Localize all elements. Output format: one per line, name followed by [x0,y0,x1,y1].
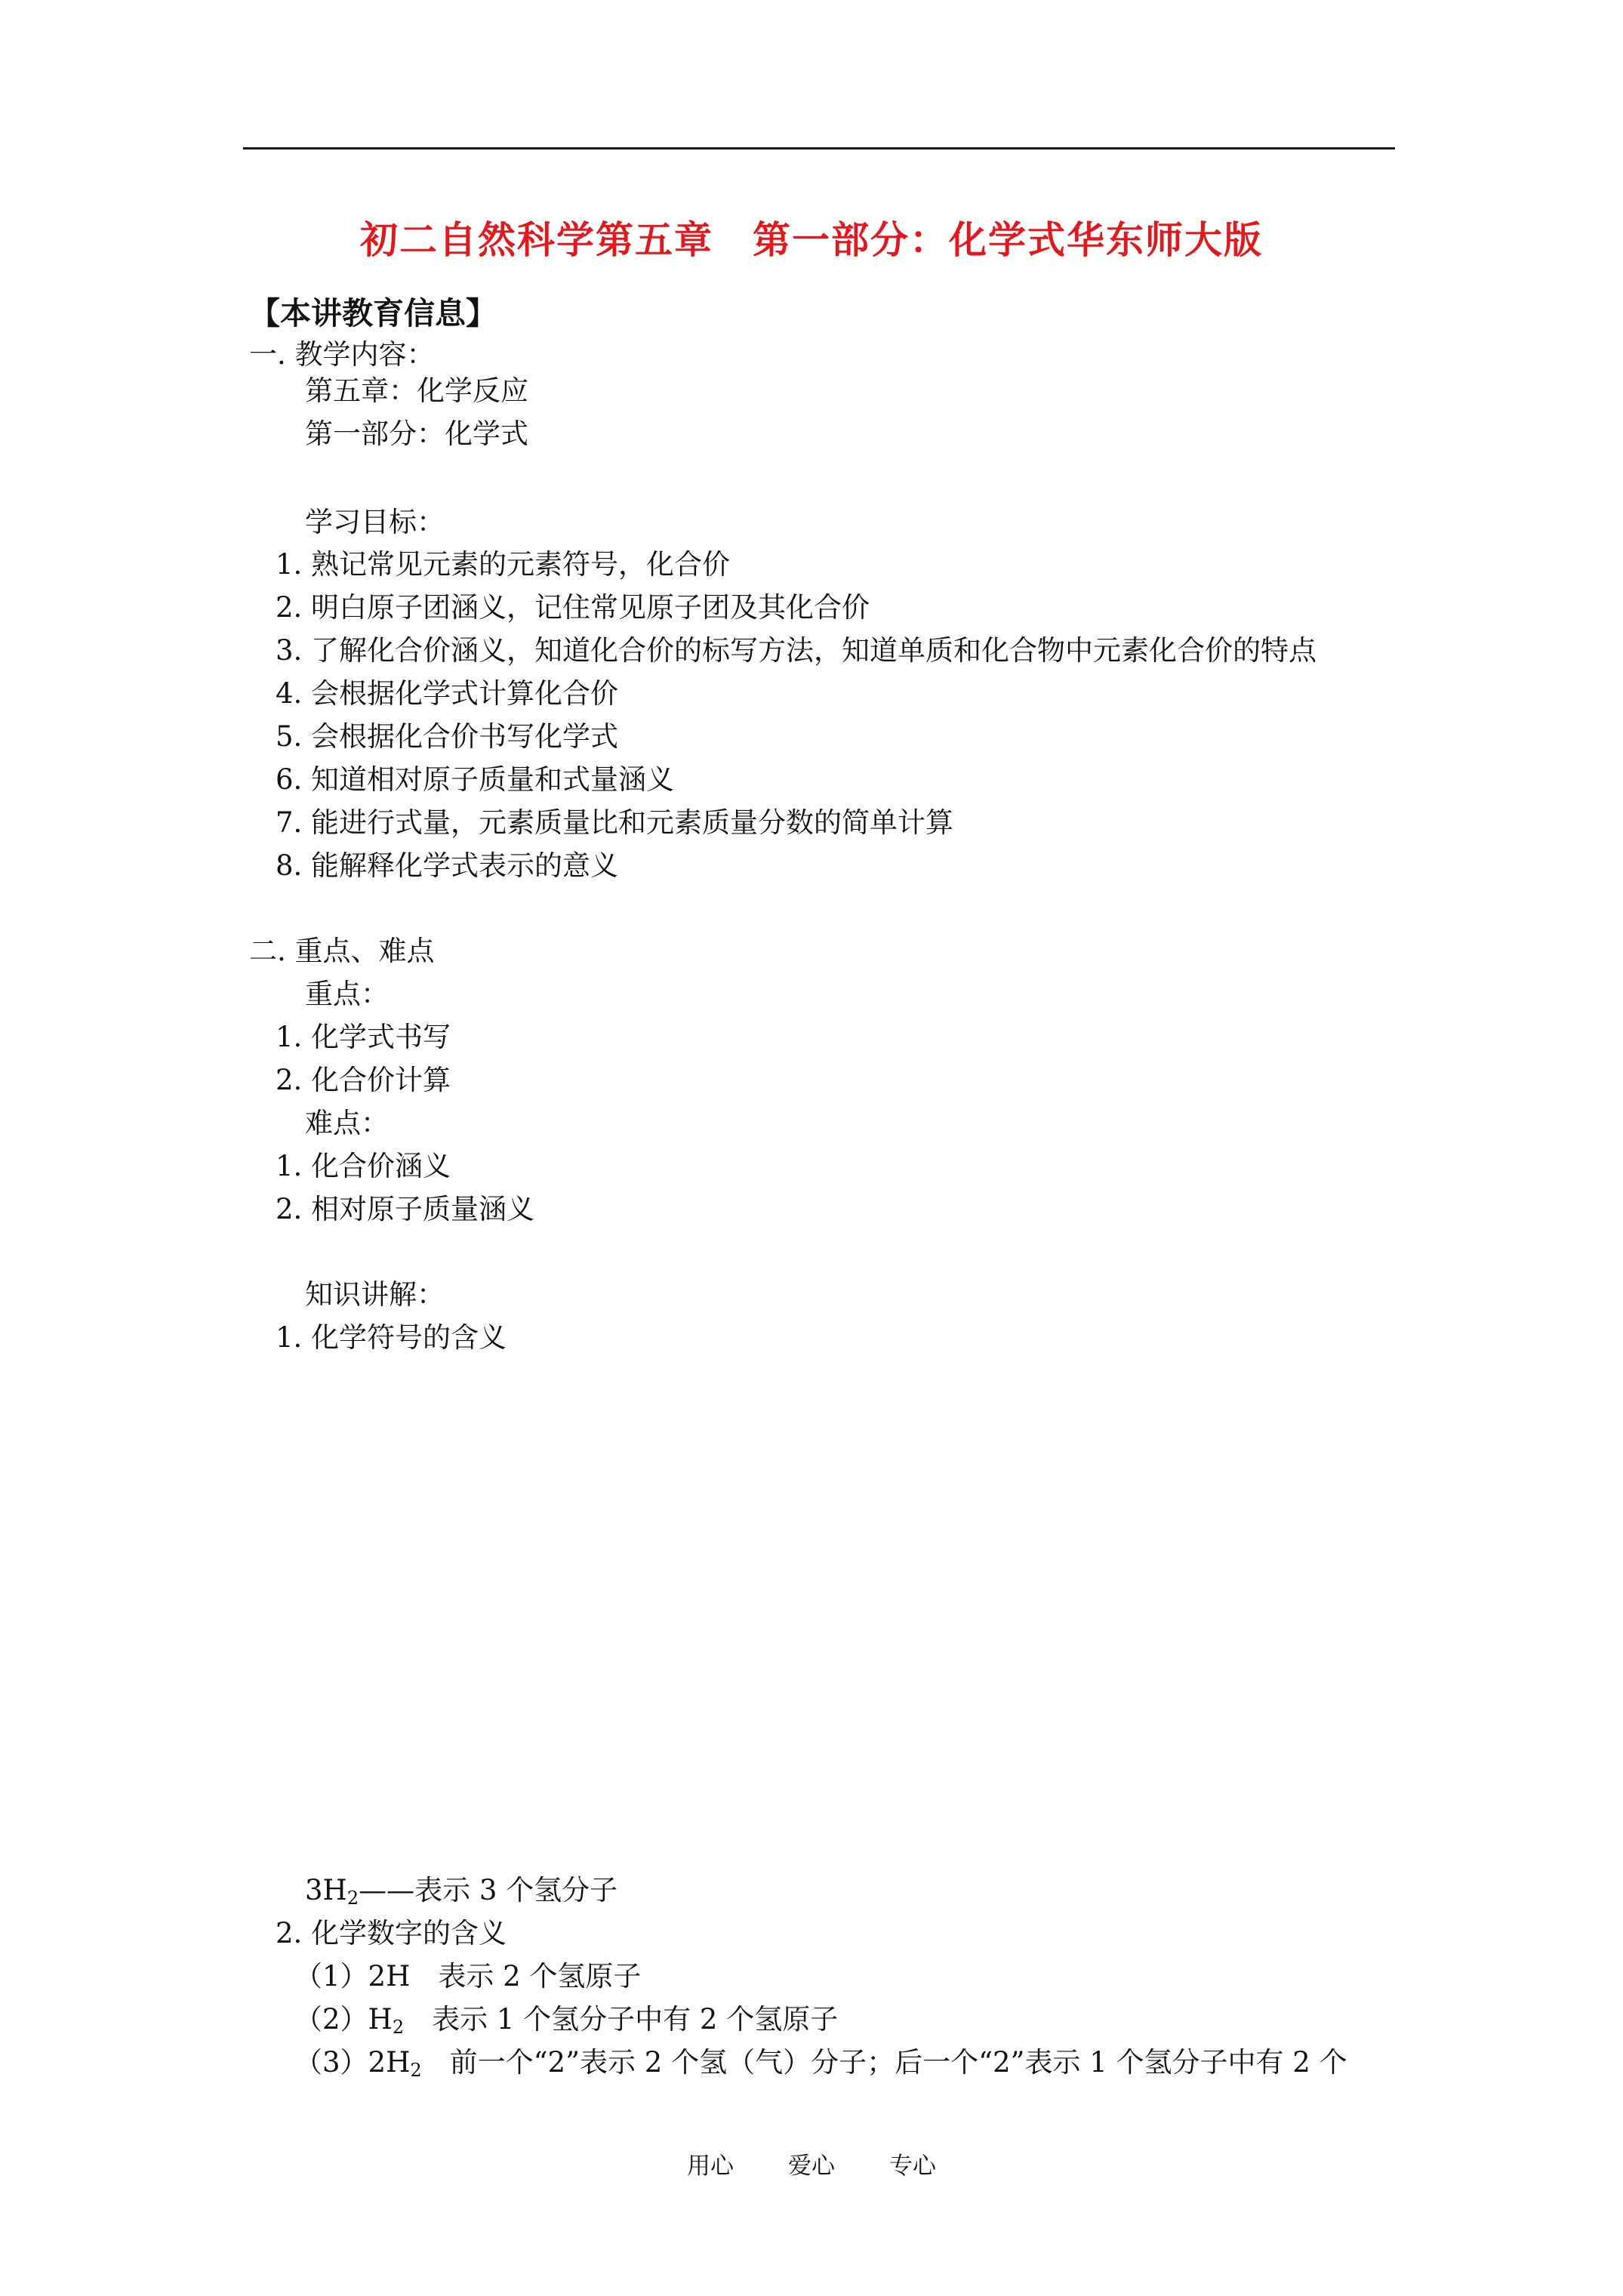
goal-item: 6. 知道相对原子质量和式量涵义 [276,763,674,796]
info-heading: 【本讲教育信息】 [249,295,497,331]
goal-item: 5. 会根据化合价书写化学式 [276,720,618,753]
goals-label: 学习目标： [305,506,445,538]
example-line: （1）2H 表示 2 个氢原子 [294,1960,642,1992]
section2-heading: 二. 重点、难点 [249,935,435,967]
example-line: $(3)2H_2$ 前一个“2”表示 2 个氢（气）分子；后一个“2”表示 1 个氢分子中有 2 个 [294,2046,1347,2081]
document-title: 初二自然科学第五章 第一部分：化学式华东师大版 [360,217,1263,262]
knowledge-item: 1. 化学符号的含义 [276,1321,507,1354]
page-footer [0,2147,1623,2180]
difficult-item: 2. 相对原子质量涵义 [276,1193,534,1225]
key-item: 1. 化学式书写 [276,1021,451,1053]
key-item: 2. 化合价计算 [276,1064,451,1096]
goal-item: 1. 熟记常见元素的元素符号，化合价 [276,548,730,581]
section1-heading: 一. 教学内容： [249,338,435,371]
knowledge-label: 知识讲解： [305,1278,445,1311]
footer-text: 用心 [687,2153,734,2180]
difficult-label: 难点： [305,1107,389,1139]
example-line: $(2)H_2$ 表示 1 个氢分子中有 2 个氢原子 [294,2003,839,2038]
formula-line: $3H_2——$表示 3 个氢分子 [305,1874,618,1909]
footer-text: 专心 [889,2153,936,2180]
content-line: 第一部分：化学式 [305,418,528,450]
goal-item: 7. 能进行式量，元素质量比和元素质量分数的简单计算 [276,806,953,839]
footer-text: 爱心 [788,2153,835,2180]
difficult-item: 1. 化合价涵义 [276,1150,451,1182]
goal-item: 3. 了解化合价涵义，知道化合价的标写方法，知道单质和化合物中元素化合价的特点 [276,634,1317,667]
header-rule [243,147,1395,149]
goal-item: 8. 能解释化学式表示的意义 [276,849,618,882]
knowledge-item: 2. 化学数字的含义 [276,1917,507,1949]
key-label: 重点： [305,978,389,1010]
content-line: 第五章：化学反应 [305,374,528,407]
goal-item: 4. 会根据化学式计算化合价 [276,677,618,710]
goal-item: 2. 明白原子团涵义，记住常见原子团及其化合价 [276,591,870,624]
